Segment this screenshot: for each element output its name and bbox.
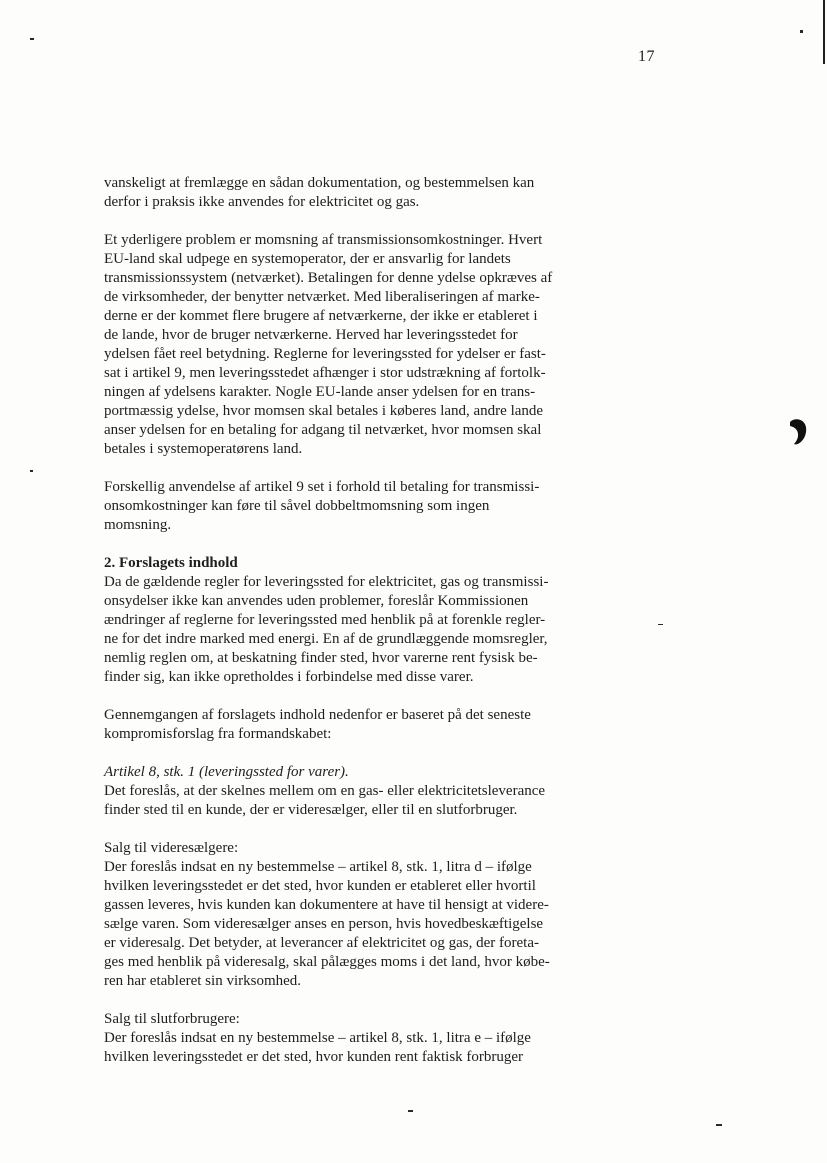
page-number: 17: [638, 48, 655, 65]
text-line: hvilken leveringsstedet er det sted, hvor kunden er etableret eller hvortil: [104, 878, 536, 894]
punch-hole-mark: [786, 416, 810, 446]
text-line: sat i artikel 9, men leveringsstedet afhænger i stor udstrækning af fortolk-: [104, 365, 546, 381]
text-line: ges med henblik på videresalg, skal pålægges moms i det land, hvor købe-: [104, 954, 550, 970]
scan-speck: [30, 470, 33, 472]
text-line: Der foreslås indsat en ny bestemmelse – artikel 8, stk. 1, litra d – ifølge: [104, 859, 532, 875]
text-line: ydelsen fået reel betydning. Reglerne for leveringssted for ydelser er fast-: [104, 346, 546, 362]
scan-speck: [408, 1110, 413, 1112]
paragraph-review: [104, 706, 624, 744]
scan-speck: [30, 38, 34, 40]
text-line: ren har etableret sin virksomhed.: [104, 973, 302, 989]
text-line: ændringer af reglerne for leveringssted med henblik på at forenkle regler-: [104, 612, 546, 628]
text-line: anser ydelsen for en betaling for adgang til netværket, hvor momsen skal: [104, 422, 542, 438]
text-line: transmissionssystem (netværket). Betalingen for denne ydelse opkræves af: [104, 270, 553, 286]
text-line: Gennemgangen af forslagets indhold nedenfor er baseret på det seneste: [104, 707, 531, 723]
text-line: momsning.: [104, 517, 172, 533]
scan-speck: [716, 1124, 722, 1126]
text-line: kompromisforslag fra formandskabet:: [104, 726, 332, 742]
text-line: derne er der kommet flere brugere af netværkerne, der ikke er etableret i: [104, 308, 538, 324]
text-line: sælge varen. Som videresælger anses en person, hvis hovedbeskæftigelse: [104, 916, 544, 932]
paragraph-consumers: [104, 1010, 624, 1067]
punch-hole-icon: [786, 416, 810, 446]
text-line: de virksomheder, der benytter netværket. Med liberaliseringen af marke-: [104, 289, 540, 305]
text-line: Forskellig anvendelse af artikel 9 set i forhold til betaling for transmissi-: [104, 479, 540, 495]
scan-speck: [800, 30, 803, 33]
text-line: finder sig, kan ikke opretholdes i forbindelse med disse varer.: [104, 669, 474, 685]
text-line: er videresalg. Det betyder, at leverancer af elektricitet og gas, der foreta-: [104, 935, 539, 951]
paragraph-resellers: [104, 839, 624, 991]
paragraph-article-8: [104, 763, 624, 820]
paragraph-2: [104, 231, 624, 459]
text-line: ne for det indre marked med energi. En af de grundlæggende momsregler,: [104, 631, 548, 647]
text-line: de lande, hvor de bruger netværkerne. Herved har leveringsstedet for: [104, 327, 518, 343]
text-line: gassen leveres, hvis kunden kan dokumentere at have til hensigt at videre-: [104, 897, 549, 913]
text-line: Der foreslås indsat en ny bestemmelse – artikel 8, stk. 1, litra e – ifølge: [104, 1030, 531, 1046]
text-line: portmæssig ydelse, hvor momsen skal betales i køberes land, andre lande: [104, 403, 544, 419]
paragraph-3: [104, 478, 624, 535]
text-line: vanskeligt at fremlægge en sådan dokumentation, og bestemmelsen kan: [104, 175, 535, 191]
text-line: ningen af ydelsens karakter. Nogle EU-lande anser ydelsen for en trans-: [104, 384, 536, 400]
text-line: Et yderligere problem er momsning af transmissionsomkostninger. Hvert: [104, 232, 543, 248]
article-title: Artikel 8, stk. 1 (leveringssted for varer).: [104, 764, 349, 780]
text-line: Det foreslås, at der skelnes mellem om en gas- eller elektricitetsleverance: [104, 783, 546, 799]
section-heading: 2. Forslagets indhold: [104, 555, 238, 571]
text-line: EU-land skal udpege en systemoperator, der er ansvarlig for landets: [104, 251, 511, 267]
paragraph-1: [104, 174, 624, 212]
text-line: betales i systemoperatørens land.: [104, 441, 303, 457]
text-line: derfor i praksis ikke anvendes for elektricitet og gas.: [104, 194, 420, 210]
text-line: finder sted til en kunde, der er videresælger, eller til en slutforbruger.: [104, 802, 518, 818]
scan-speck: [658, 624, 663, 625]
document-body: [104, 174, 624, 1086]
text-line: hvilken leveringsstedet er det sted, hvor kunden rent faktisk forbruger: [104, 1049, 524, 1065]
subsection-label: Salg til slutforbrugere:: [104, 1011, 240, 1027]
scan-edge-mark: [823, 0, 825, 64]
section-forslagets-indhold: [104, 554, 624, 687]
text-line: nemlig reglen om, at beskatning finder sted, hvor varerne rent fysisk be-: [104, 650, 538, 666]
text-line: onsomkostninger kan føre til såvel dobbeltmomsning som ingen: [104, 498, 490, 514]
text-line: onsydelser ikke kan anvendes uden problemer, foreslår Kommissionen: [104, 593, 529, 609]
text-line: Da de gældende regler for leveringssted for elektricitet, gas og transmissi-: [104, 574, 549, 590]
subsection-label: Salg til videresælgere:: [104, 840, 239, 856]
